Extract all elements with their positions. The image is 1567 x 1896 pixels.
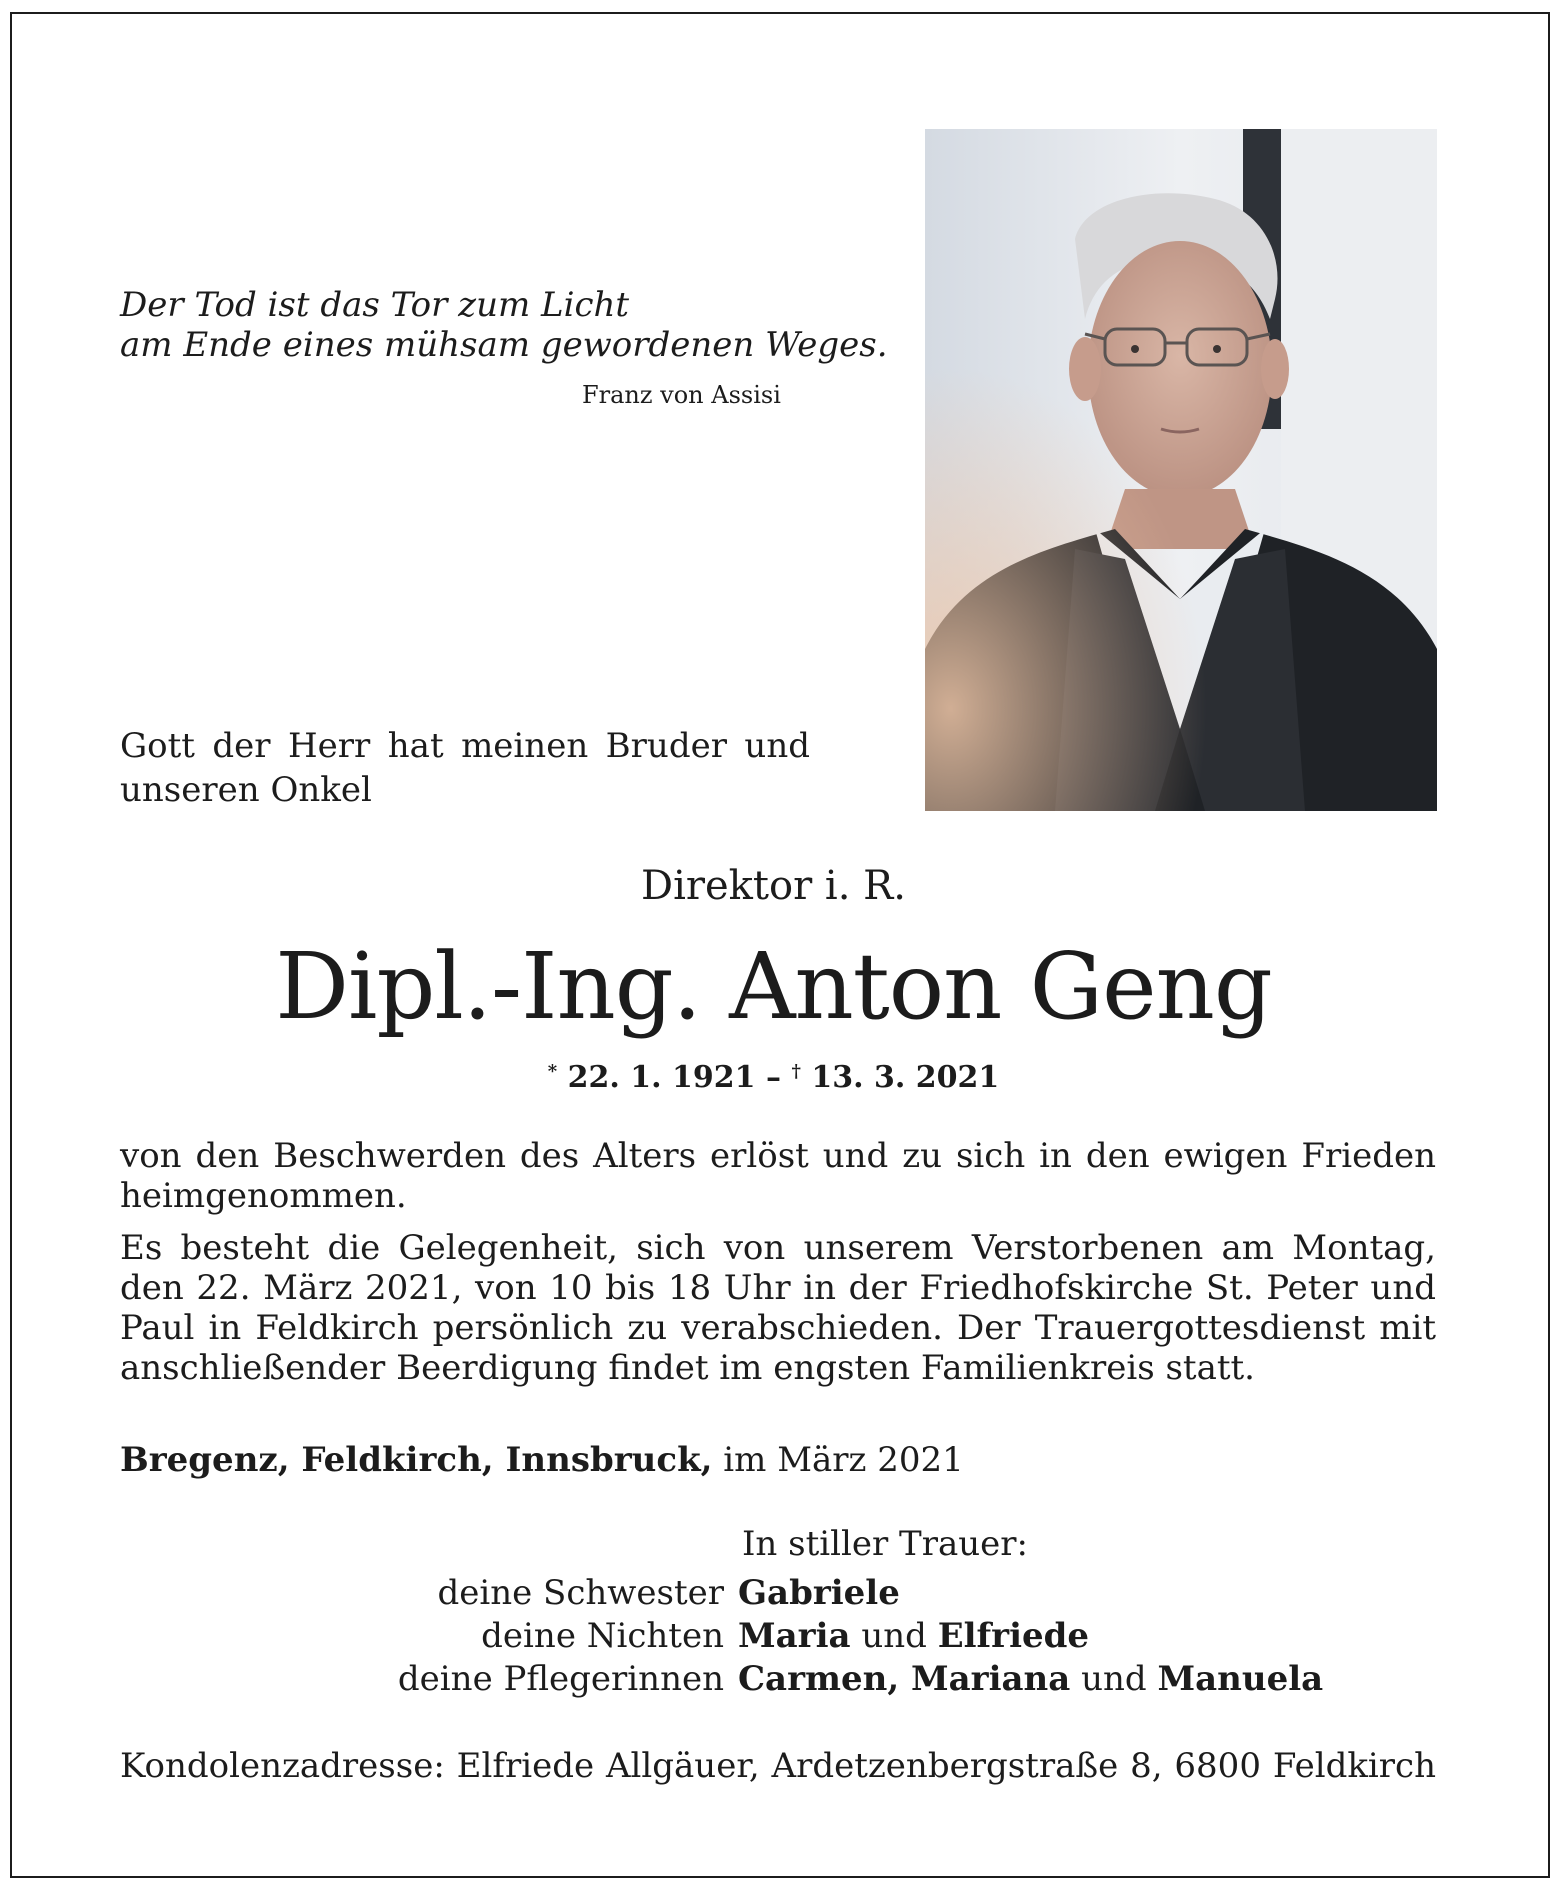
niece-name-1: Maria [738,1616,851,1656]
portrait-illustration [925,129,1437,811]
niece-name-2: Elfriede [937,1616,1090,1656]
mourner-relation: deine Schwester [437,1573,724,1613]
carer-name-3: Manuela [1157,1659,1324,1699]
mourners-heading: In stiller Trauer: [742,1524,1028,1564]
carer-names: Carmen, Mariana [738,1659,1071,1699]
sister-name: Gabriele [738,1573,900,1613]
mourner-names [738,1615,1089,1658]
birth-symbol: * [547,1061,558,1082]
mourner-names [738,1572,900,1615]
mourner-names [738,1658,1323,1701]
mourner-row-carers [120,1658,1436,1701]
deceased-name: Dipl.-Ing. Anton Geng [275,933,1272,1040]
date-separator: – [766,1060,781,1095]
portrait-photo [925,129,1437,811]
and-word: und [861,1616,927,1656]
quote [120,285,888,365]
quote-line-1: Der Tod ist das Tor zum Licht [120,285,630,325]
quote-author: Franz von Assisi [582,381,781,409]
place-cities: Bregenz, Feldkirch, Innsbruck, [120,1440,713,1480]
body-paragraph-2: Es besteht die Gelegenheit, sich von unserem Verstorbenen am Montag, den 22. März 2021, von 10 bis 18 Uhr in der Friedhofskirche St. Peter und Paul in Feldkirch persönlich zu verabschieden. Der Trauergottesdienst mit anschließender Beerdigung findet im engsten Familienkreis statt. [120,1228,1436,1388]
condolence-address: Kondolenzadresse: Elfriede Allgäuer, Ardetzenbergstraße 8, 6800 Feldkirch [120,1746,1436,1786]
mourner-row-nieces [120,1615,1436,1658]
deceased-title: Direktor i. R. [641,863,906,909]
body-paragraph-1: von den Beschwerden des Alters erlöst und zu sich in den ewigen Frieden heimgenommen. [120,1136,1436,1216]
place-and-date [120,1440,964,1480]
birth-date: 22. 1. 1921 [567,1060,756,1095]
mourner-relation: deine Nichten [481,1616,724,1656]
intro-line-2: unseren Onkel [120,770,372,810]
quote-line-2: am Ende eines mühsam gewordenen Weges. [120,325,888,365]
mourner-row-sister [120,1572,1436,1615]
death-date: 13. 3. 2021 [811,1060,1000,1095]
death-symbol: † [791,1061,801,1082]
intro-text [120,724,810,812]
intro-line-1: Gott der Herr hat meinen Bruder und [120,726,810,766]
mourners-list [120,1572,1436,1701]
life-dates [0,1052,1547,1098]
mourner-relation: deine Pflegerinnen [397,1659,724,1699]
and-word: und [1081,1659,1147,1699]
place-date: im März 2021 [723,1440,964,1480]
